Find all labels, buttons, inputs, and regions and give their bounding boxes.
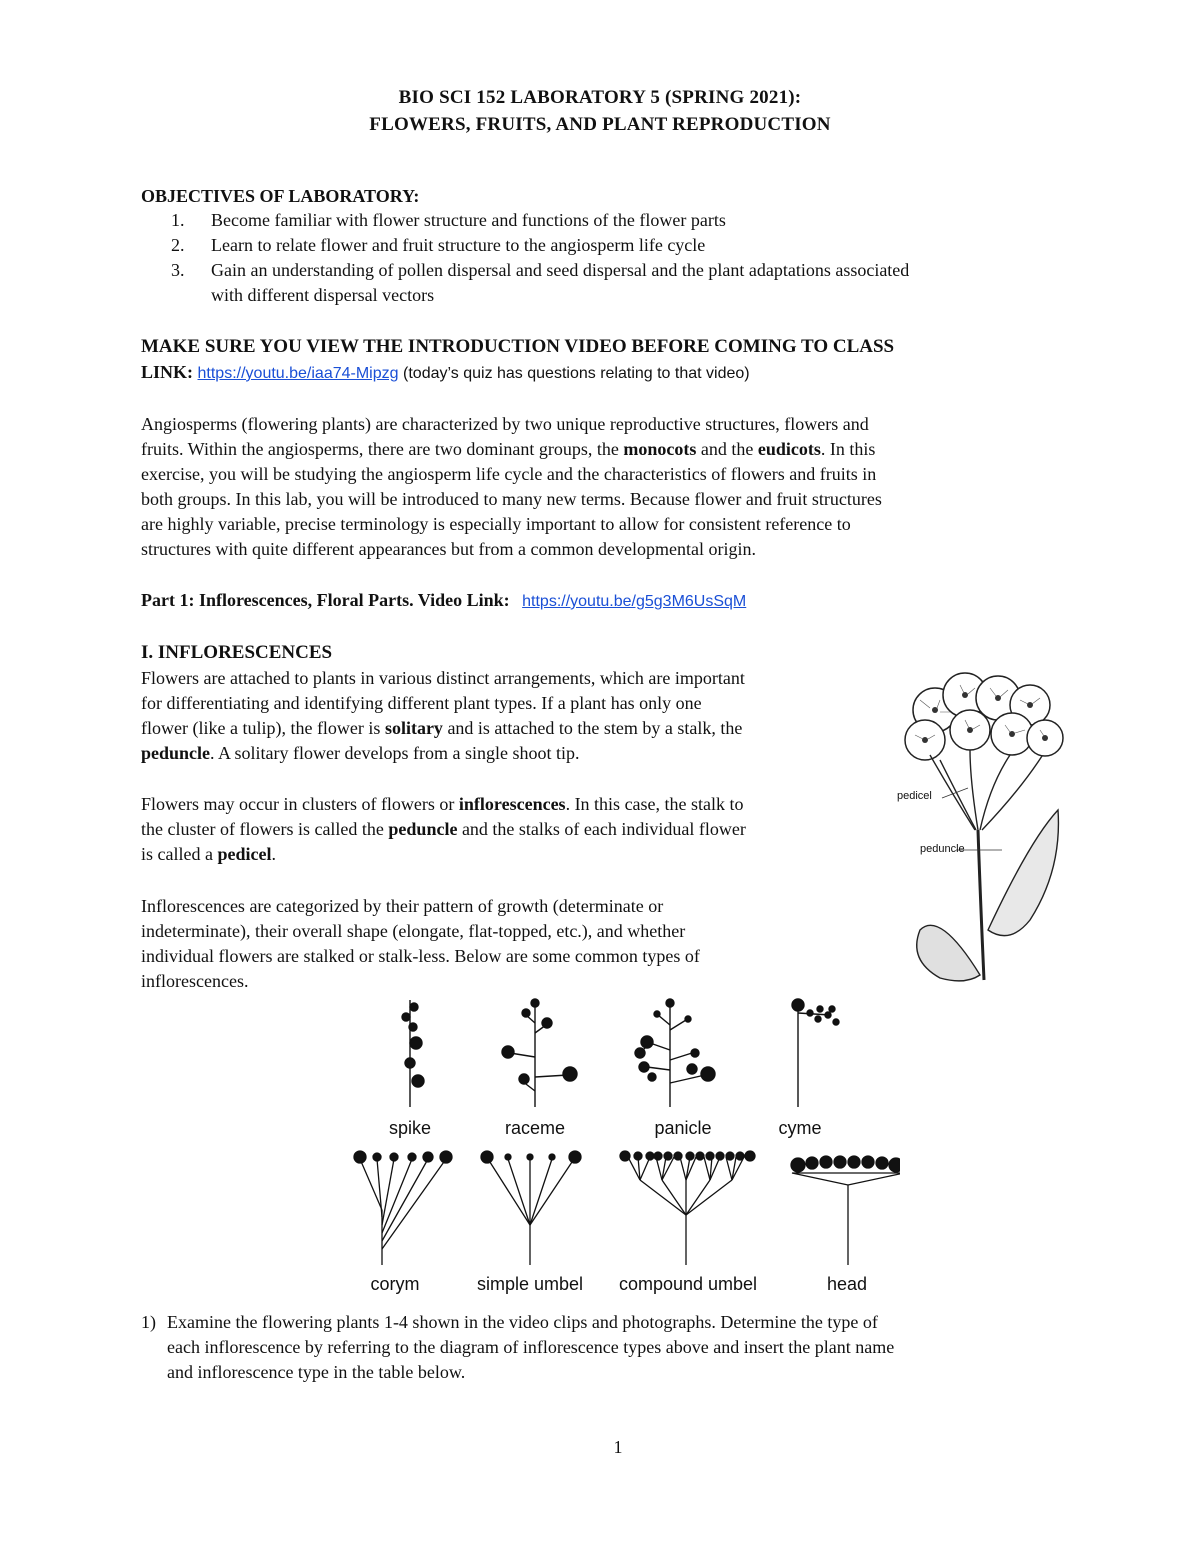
term-pedicel: pedicel [217,844,272,864]
question-1: 1) Examine the flowering plants 1-4 shown in the video clips and photographs. Determine the type of each inflorescence by referring to the diagram of inflorescence types above and insert the plant name and inflorescence type in the table below. [141,1312,895,1382]
objectives-list [141,208,1101,308]
label-compound-umbel: compound umbel [618,1274,758,1294]
question-number: 1) [141,1312,156,1332]
cyme-diagram [792,999,839,1107]
term-peduncle: peduncle [141,743,211,763]
label-panicle: panicle [654,1118,712,1138]
corymb-diagram [354,1151,452,1265]
inflorescence-diagrams-row1 [340,995,900,1115]
part1-video-link[interactable]: https://youtu.be/g5g3M6UsSqM [522,593,747,610]
term-monocots: monocots [623,439,697,459]
intro-video-link-row [141,360,750,386]
intro-video-notice: MAKE SURE YOU VIEW THE INTRODUCTION VIDEO BEFORE COMING TO CLASS [141,336,895,357]
objectives-heading: OBJECTIVES OF LABORATORY: [141,186,420,206]
label-simple-umbel: simple umbel [476,1274,584,1294]
intro-video-note: (today’s quiz has questions relating to that video) [403,365,750,382]
document-title-line2: FLOWERS, FRUITS, AND PLANT REPRODUCTION [369,114,831,135]
page-number: 1 [613,1437,623,1457]
intro-paragraph: Angiosperms (flowering plants) are characterized by two unique reproductive structures, flowers and fruits. Within the angiosperms, there are two dominant groups, the monocots and the eudicots. In this exercise, you will be studying the angiosperm life cycle and the characteristics of flowers and fruits in both groups. In this lab, you will be introduced to many new terms. Because flower and fruit structures are highly variable, precise terminology is especially important to allow for consistent reference to structures with quite different appearances but from a common developmental origin. [141,414,882,559]
term-eudicots: eudicots [757,439,821,459]
objective-item: 1. Become familiar with flower structure and functions of the flower parts [171,210,726,230]
part1-heading-row [141,588,746,614]
section-inflorescences-heading: I. INFLORESCENCES [141,642,333,663]
pedicel-label: pedicel [897,790,932,802]
simple-umbel-diagram [481,1151,581,1265]
compound-umbel-diagram [620,1151,755,1265]
plant-drawing [880,660,1080,990]
plant-illustration [880,660,1080,990]
inflorescence-diagrams-row2 [340,1145,900,1270]
inflorescence-paragraph-3: Inflorescences are categorized by their pattern of growth (determinate or indeterminate), their overall shape (elongate, flat-topped, etc.), and whether individual flowers are stalked or stalk-less. Below are some common types of inflorescences. [141,896,700,991]
term-inflorescences: inflorescences [458,794,566,814]
raceme-diagram [502,999,577,1107]
link-label: LINK: [141,362,194,382]
document-title-line1: BIO SCI 152 LABORATORY 5 (SPRING 2021): [398,87,802,108]
spike-diagram [402,1000,424,1107]
head-diagram [791,1156,900,1265]
label-cyme: cyme [778,1118,822,1138]
term-solitary: solitary [384,718,443,738]
part1-heading: Part 1: Inflorescences, Floral Parts. Video Link: [141,590,510,610]
term-peduncle-2: peduncle [388,819,458,839]
panicle-diagram [635,999,715,1107]
inflorescence-paragraph-2: Flowers may occur in clusters of flowers or inflorescences. In this case, the stalk to the cluster of flowers is called the peduncle and the stalks of each individual flower is called a pedicel. [141,794,746,864]
label-spike: spike [388,1118,432,1138]
objective-item: 3. Gain an understanding of pollen dispersal and seed dispersal and the plant adaptations associated with different dispersal vectors [171,260,910,305]
label-raceme: raceme [504,1118,566,1138]
inflorescence-paragraph-1: Flowers are attached to plants in various distinct arrangements, which are important for differentiating and identifying different plant types. If a plant has only one flower (like a tulip), the flower is solitary and is attached to the stem by a stalk, the peduncle. A solitary flower develops from a single shoot tip. [141,668,745,763]
label-corym: corym [370,1274,420,1294]
label-head: head [826,1274,868,1294]
peduncle-label: peduncle [920,843,965,855]
intro-video-link[interactable]: https://youtu.be/iaa74-Mipzg [197,365,399,382]
objective-item: 2. Learn to relate flower and fruit structure to the angiosperm life cycle [171,235,706,255]
